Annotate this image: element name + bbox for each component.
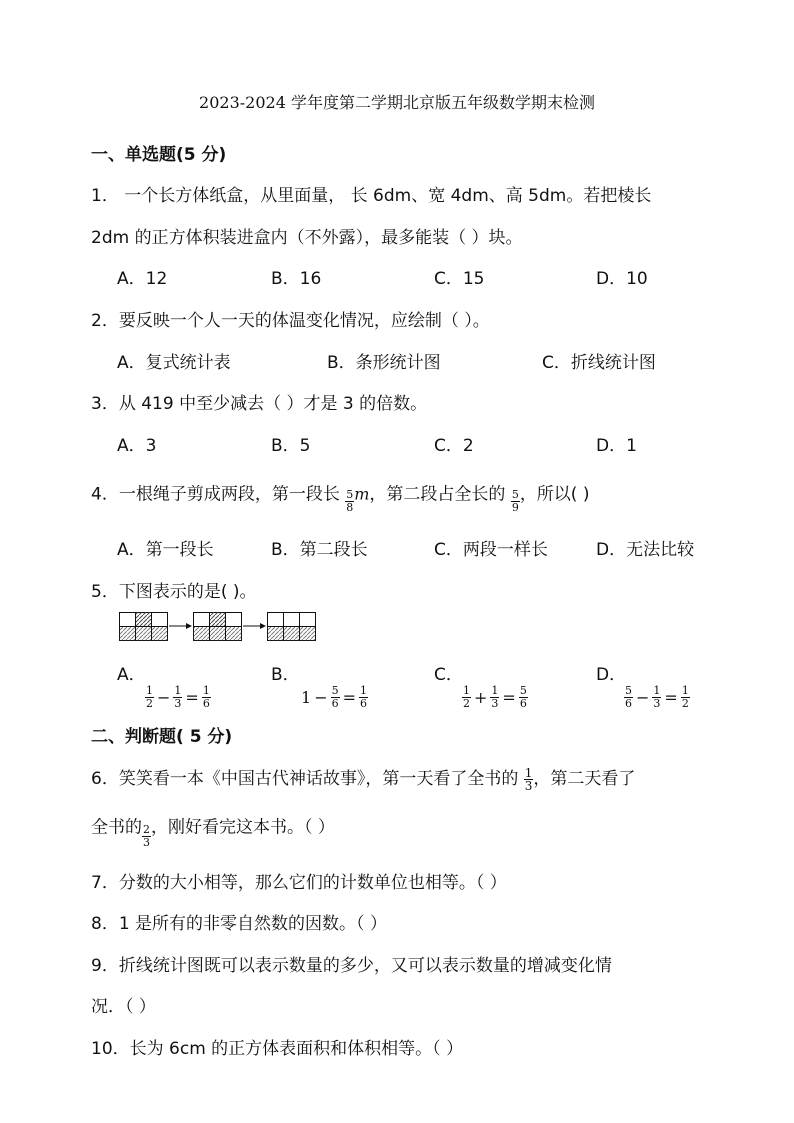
q4-fraction-second-part [511,489,520,514]
q4-option-c: C．两段一样长 [434,540,548,560]
q4-option-d: D．无法比较 [596,540,695,560]
question-8: 8．1 是所有的非零自然数的因数。（ ） [91,914,387,934]
question-5: 5．下图表示的是( )。 [91,582,257,602]
q1-option-a: A．12 [117,269,168,289]
q2-option-c: C．折线统计图 [542,353,656,373]
question-10: 10．长为 6cm 的正方体表面积和体积相等。（ ） [91,1039,464,1059]
q3-option-c: C．2 [434,436,474,456]
q5-option-c-label: C． [434,665,463,685]
q5-option-b-expression: 1 − $\frac{5}{6}$ = $\frac{1}{6}$ [301,684,367,710]
question-4 [91,475,589,514]
q4-text-b: ，第二段占全长的 [369,484,506,505]
question-2: 2．要反映一个人一天的体温变化情况，应绘制（ ）。 [91,311,490,331]
q5-option-b-label: B． [271,665,300,685]
q6-fraction-first-day: $\frac{1}{3}$ [524,765,533,793]
q1-option-d: D．10 [596,269,648,289]
question-6-line-2 [91,806,335,849]
question-6-line-1 [91,764,635,792]
question-1-line-2: 2dm 的正方体积装进盒内（不外露），最多能装（ ）块。 [91,228,523,248]
q3-option-b: B．5 [271,436,311,456]
q4-option-b: B．第二段长 [271,540,368,560]
q3-option-a: A．3 [117,436,157,456]
section-heading-single-choice: 一、单选题(5 分) [91,145,227,165]
q5-option-a [117,660,211,710]
q1-option-c: C．15 [434,269,485,289]
q4-text-a: 4．一根绳子剪成两段，第一段长 [91,484,340,505]
q4-frac1-numerator: 5 [346,488,354,501]
fraction-bar-1 [120,613,168,641]
section-heading-true-false: 二、判断题( 5 分) [91,727,233,747]
page-title: 2023-2024 学年度第二学期北京版五年级数学期末检测 [199,93,595,112]
q5-option-c-expression: $\frac{1}{2}$ + $\frac{1}{3}$ = $\frac{5}{6}$ [463,684,527,710]
q5-option-a-expression: $\frac{1}{2}$ − $\frac{1}{3}$ = $\frac{1}{6}$ [146,684,210,710]
q4-unit: m [354,484,370,504]
q4-frac2-denominator: 9 [511,501,519,514]
q6-fraction-second-day: $\frac{2}{3}$ [143,823,150,849]
q5-option-d-expression: $\frac{5}{6}$ − $\frac{1}{3}$ = $\frac{1}{2}$ [625,684,689,710]
q6-text-2a: 全书的 [91,817,142,838]
q6-text-1-end: ，第二天看了 [533,769,636,789]
q4-option-a: A．第一段长 [117,540,214,560]
q2-option-b: B．条形统计图 [327,353,441,373]
q4-frac2-numerator: 5 [511,488,519,501]
q6-text-2b: ，刚好看完这本书。（ ） [151,817,335,838]
fraction-bar-3 [268,613,316,641]
fraction-bar-2 [194,613,242,641]
q3-option-d: D．1 [596,436,637,456]
q4-frac1-denominator: 8 [346,501,354,514]
q2-option-a: A．复式统计表 [117,353,231,373]
q5-option-d-label: D． [596,665,627,685]
question-7: 7．分数的大小相等，那么它们的计数单位也相等。（ ） [91,873,507,893]
q4-fraction-first-length [345,489,354,514]
q5-option-a-label: A． [117,665,146,685]
question-9-line-1: 9．折线统计图既可以表示数量的多少，又可以表示数量的增减变化情 [91,956,612,976]
q6-text-1: 6．笑笑看一本《中国古代神话故事》，第一天看了全书的 [91,769,519,789]
question-3: 3．从 419 中至少减去（ ）才是 3 的倍数。 [91,394,428,414]
fraction-bars-diagram [119,611,319,643]
q5-option-b [271,660,368,710]
question-1-line-1: 1． 一个长方体纸盒，从里面量， 长 6dm、宽 4dm、高 5dm。若把棱长 [91,186,652,206]
q5-option-d [596,660,690,710]
q1-option-b: B．16 [271,269,322,289]
q5-option-c [434,660,528,710]
question-9-line-2: 况．（ ） [91,997,156,1017]
q4-text-c: ，所以( ) [519,484,590,505]
